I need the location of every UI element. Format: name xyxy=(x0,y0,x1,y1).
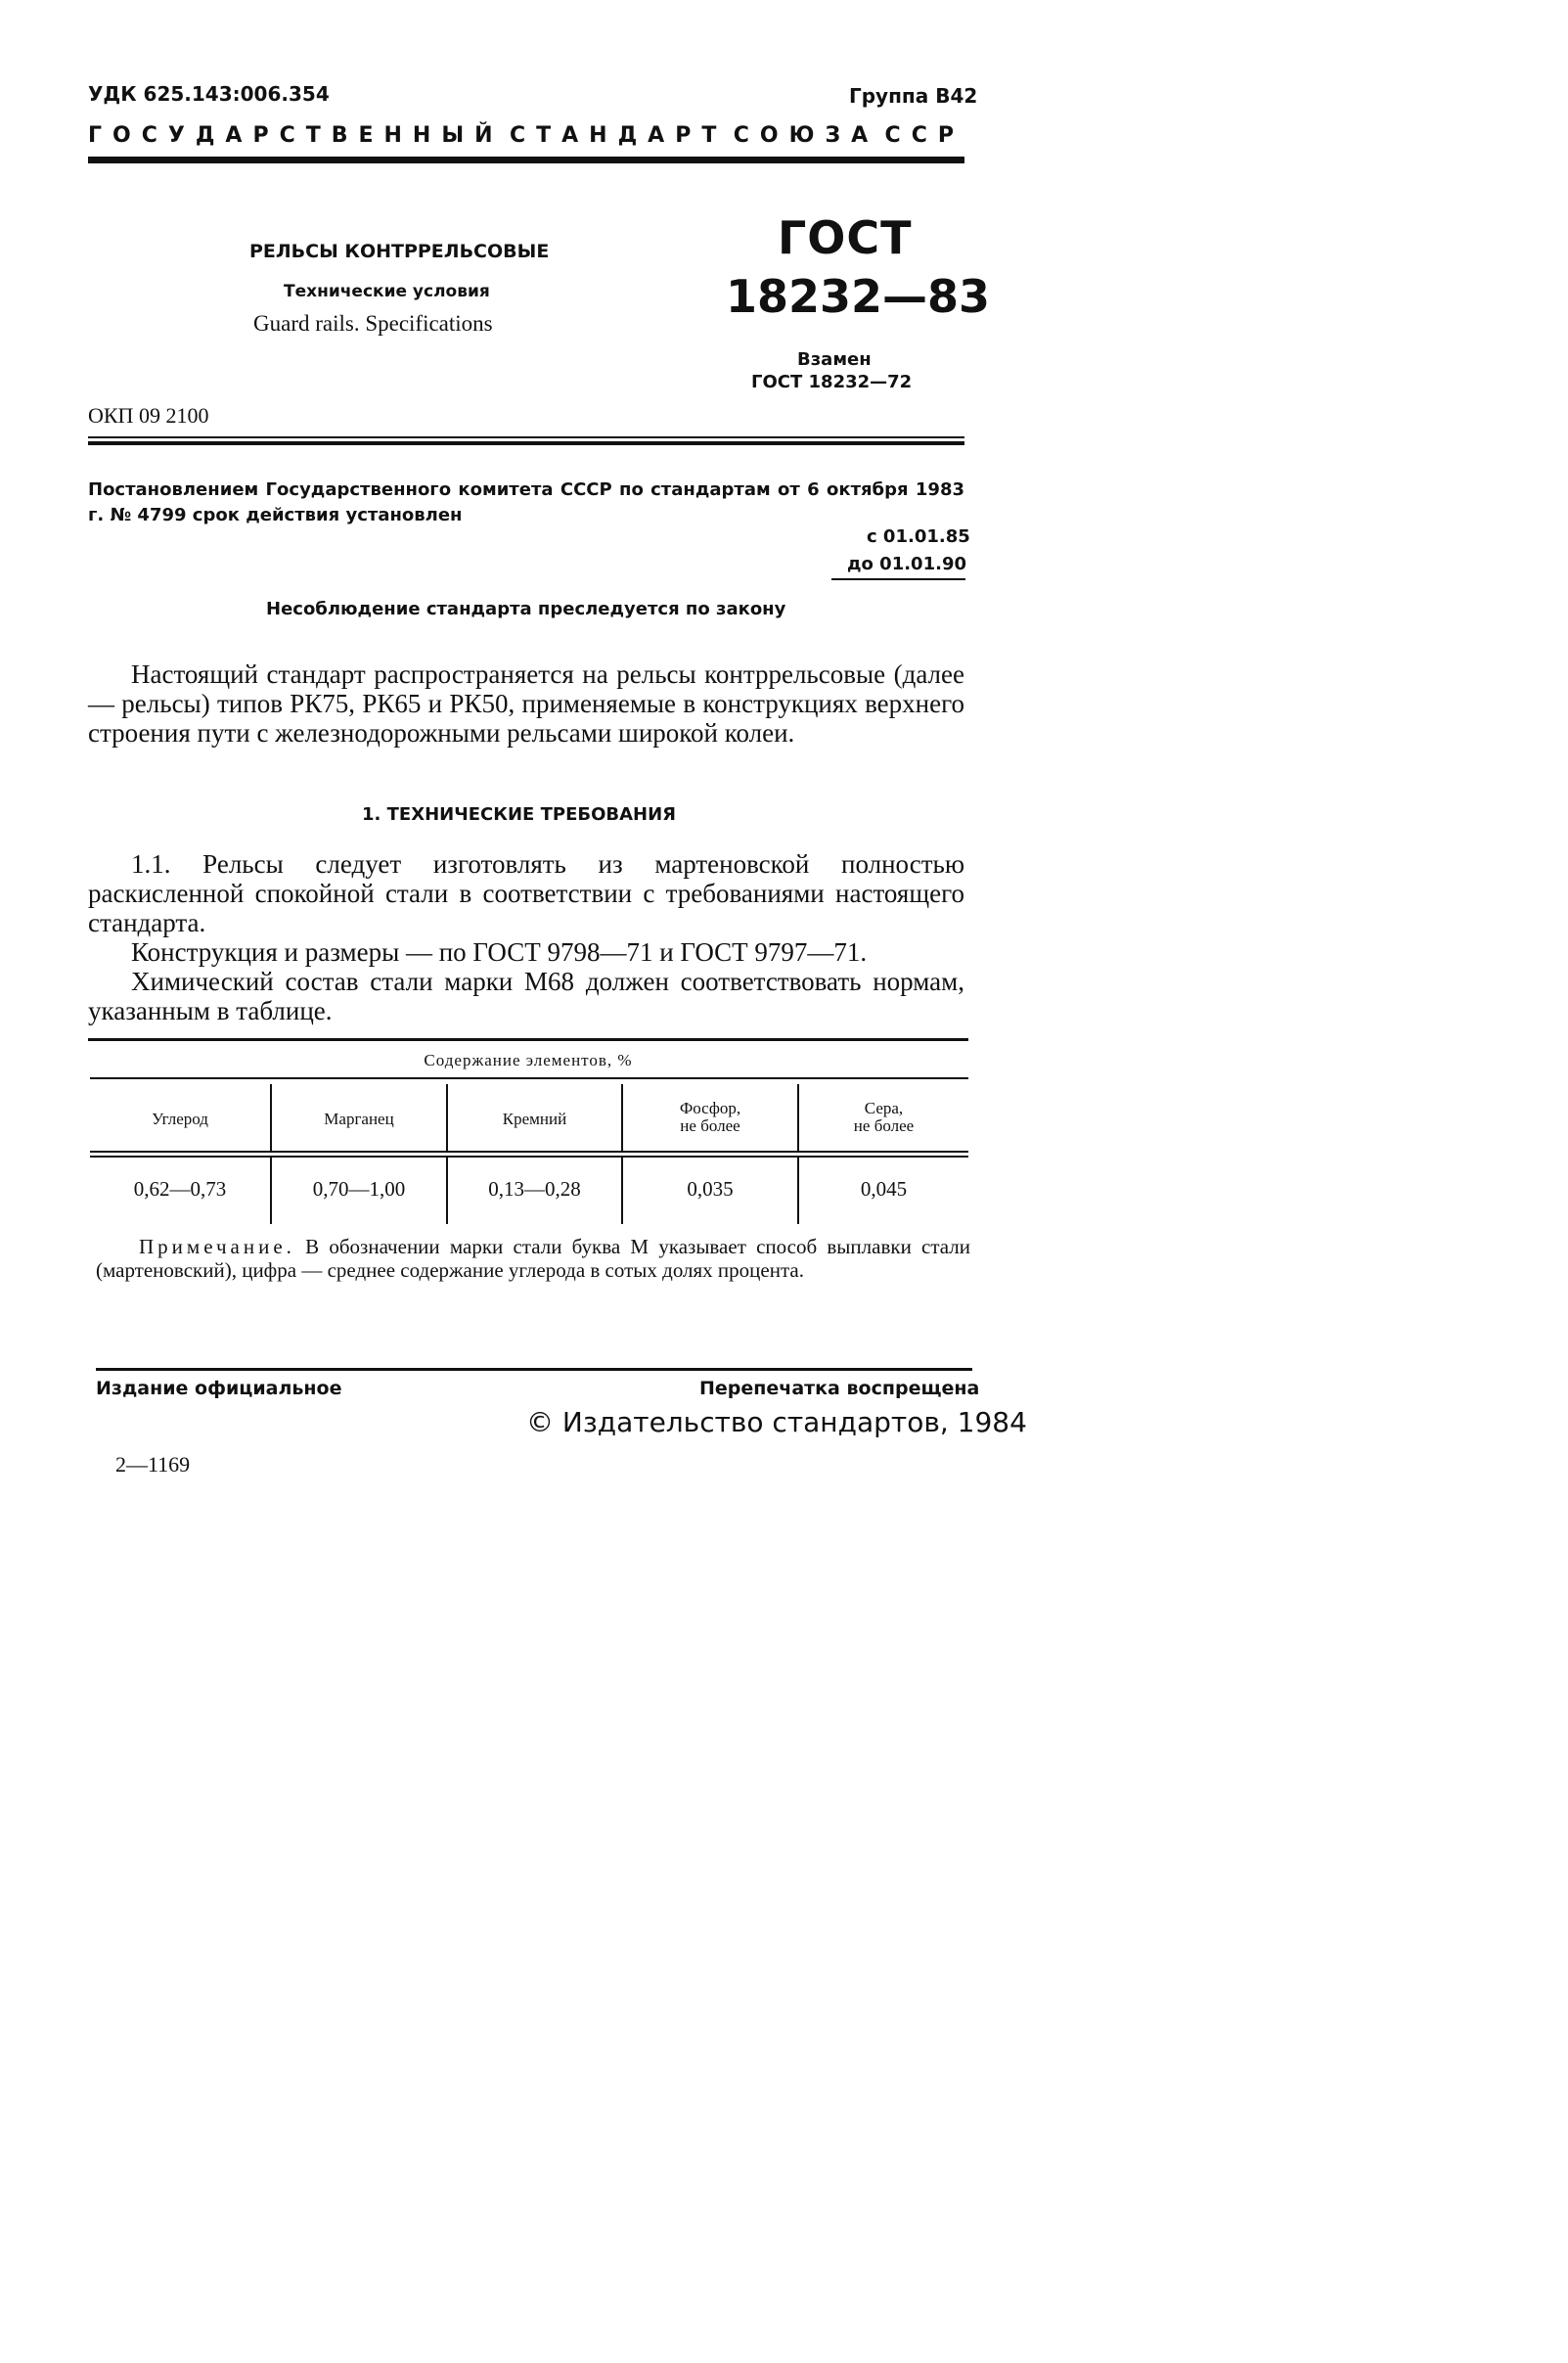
banner-word-1: ГОСУДАРСТВЕННЫЙ xyxy=(88,123,504,148)
note-text: В обозначении марки стали буква М указывает способ выплавки стали (мартеновский), цифра — среднее содержание углерода в сотых долях процента. xyxy=(96,1235,970,1282)
header-rule-thick xyxy=(88,157,964,163)
official-edition: Издание официальное xyxy=(96,1378,342,1399)
okp-code: ОКП 09 2100 xyxy=(88,403,209,428)
title-rule-thick xyxy=(88,441,964,445)
intro-paragraph xyxy=(88,659,964,748)
effective-to-underline xyxy=(831,578,965,580)
header-phosphorus-label: Фосфор, xyxy=(679,1099,741,1117)
clause-1-1-chemistry: Химический состав стали марки М68 должен соответствовать нормам, указанным в таблице. xyxy=(88,967,964,1025)
banner-word-3: СОЮЗА xyxy=(733,123,879,148)
banner-word-4: ССР xyxy=(884,123,964,148)
document-title: РЕЛЬСЫ КОНТРРЕЛЬСОВЫЕ xyxy=(249,241,550,262)
table-note xyxy=(96,1235,970,1282)
replaces-value: ГОСТ 18232—72 xyxy=(751,372,913,392)
document-title-english: Guard rails. Specifications xyxy=(253,311,493,336)
group-code: Группа В42 xyxy=(849,84,978,108)
gost-number: 18232—83 xyxy=(726,270,991,323)
footer-rule xyxy=(96,1368,972,1371)
header-phosphorus-sub: не более xyxy=(680,1116,740,1135)
header-sulfur-label: Сера, xyxy=(864,1099,904,1117)
legal-warning: Несоблюдение стандарта преследуется по закону xyxy=(266,599,786,619)
table-header-rule-2 xyxy=(90,1156,968,1158)
table-top-rule xyxy=(88,1038,968,1041)
cell-sulfur: 0,045 xyxy=(860,1177,908,1201)
table-caption-rule xyxy=(90,1077,968,1079)
gost-label: ГОСТ xyxy=(778,211,913,264)
publisher-copyright: © Издательство стандартов, 1984 xyxy=(526,1406,1027,1438)
reprint-prohibited: Перепечатка воспрещена xyxy=(699,1378,980,1399)
header-manganese: Марганец xyxy=(324,1110,394,1128)
cell-manganese: 0,70—1,00 xyxy=(312,1177,406,1201)
title-rule-thin xyxy=(88,436,964,438)
section-heading: 1. ТЕХНИЧЕСКИЕ ТРЕБОВАНИЯ xyxy=(362,804,677,825)
note-label: Примечание. xyxy=(139,1235,295,1258)
decree-text: Постановлением Государственного комитета СССР по стандартам от 6 октября 1983 г. № 4799 срок действия установлен xyxy=(88,479,964,525)
cell-carbon: 0,62—0,73 xyxy=(133,1177,227,1201)
table-header-rule-1 xyxy=(90,1151,968,1153)
table-caption: Содержание элементов, % xyxy=(424,1051,633,1069)
intro-text: Настоящий стандарт распространяется на рельсы контррельсовые (далее — рельсы) типов РК75, РК65 и РК50, применяемые в конструкциях верхнего строения пути с железнодорожными рельсами широкой колеи. xyxy=(88,659,964,748)
replaces-label: Взамен xyxy=(797,349,872,370)
effective-from: с 01.01.85 xyxy=(867,526,970,547)
effective-to: до 01.01.90 xyxy=(847,554,966,574)
header-sulfur xyxy=(799,1100,968,1135)
document-subtitle: Технические условия xyxy=(284,282,490,301)
cell-phosphorus: 0,035 xyxy=(687,1177,734,1201)
header-phosphorus xyxy=(623,1100,797,1135)
udk-code: УДК 625.143:006.354 xyxy=(88,82,330,106)
header-sulfur-sub: не более xyxy=(853,1116,915,1135)
header-carbon: Углерод xyxy=(152,1110,208,1128)
banner-word-2: СТАНДАРТ xyxy=(510,123,728,148)
clause-1-1-construction: Конструкция и размеры — по ГОСТ 9798—71 и ГОСТ 9797—71. xyxy=(131,937,868,967)
header-silicon: Кремний xyxy=(502,1110,567,1128)
cell-silicon: 0,13—0,28 xyxy=(488,1177,581,1201)
clause-1-1: 1.1. Рельсы следует изготовлять из мартеновской полностью раскисленной спокойной стали в соответствии с требованиями настоящего стандарта. xyxy=(88,849,964,937)
state-standard-banner xyxy=(88,123,964,148)
page-code: 2—1169 xyxy=(115,1452,191,1477)
